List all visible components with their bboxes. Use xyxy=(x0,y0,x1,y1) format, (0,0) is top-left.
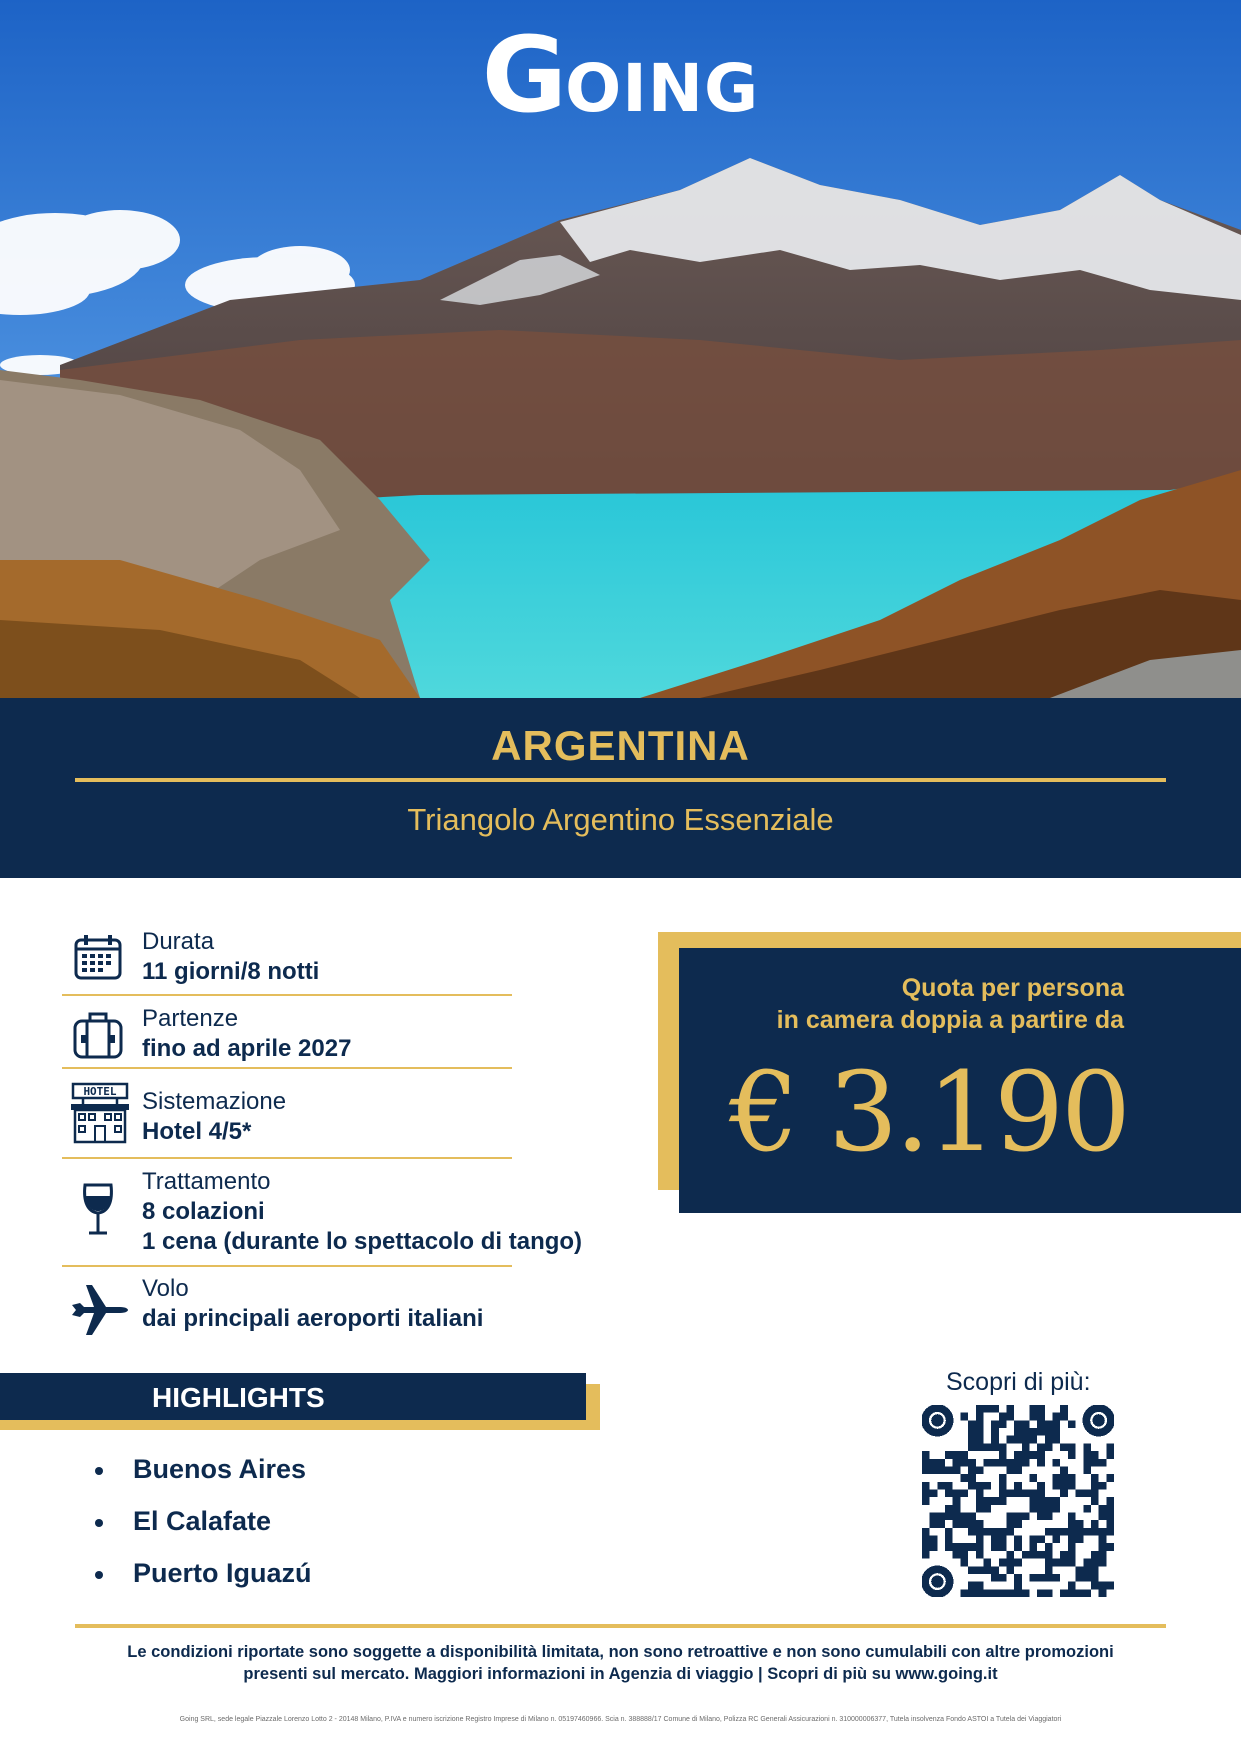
legal-text: Going SRL, sede legale Piazzale Lorenzo Lotto 2 - 20148 Milano, P.IVA e numero iscrizione Registro Imprese di Milano n. 05197460966. Scia n. 388888/17 Comune di Milano, Polizza RC Generali Assicurazioni n. 310000006377, Tutela insolvenza Fondo ASTOI a Tutela dei Viaggiatori xyxy=(179,1716,1062,1723)
hero-image xyxy=(0,0,1241,698)
price-box xyxy=(679,948,1241,1213)
detail-label: Durata xyxy=(142,928,215,955)
detail-label: Trattamento xyxy=(142,1168,271,1195)
list-item: Buenos Aires xyxy=(95,1454,312,1506)
highlights-header xyxy=(0,1373,586,1420)
price-caption-line1: Quota per persona xyxy=(901,974,1124,1002)
page-subtitle: Triangolo Argentino Essenziale xyxy=(407,802,834,837)
price-caption-line2: in camera doppia a partire da xyxy=(776,1006,1124,1034)
divider xyxy=(62,1067,512,1069)
divider xyxy=(62,994,512,996)
hotel-icon xyxy=(69,1082,131,1144)
airplane-icon xyxy=(70,1281,130,1337)
detail-value: dai principali aeroporti italiani xyxy=(142,1305,484,1332)
page-title: ARGENTINA xyxy=(491,722,750,769)
footer-note xyxy=(80,1641,1161,1685)
highlights-title: HIGHLIGHTS xyxy=(152,1382,325,1413)
wine-glass-icon xyxy=(80,1182,116,1238)
title-divider xyxy=(75,778,1166,782)
bullet-icon xyxy=(95,1519,103,1527)
bullet-icon xyxy=(95,1467,103,1475)
footer-divider xyxy=(75,1624,1166,1628)
detail-value: Hotel 4/5* xyxy=(142,1118,252,1145)
detail-value: 11 giorni/8 notti xyxy=(142,958,320,985)
bullet-icon xyxy=(95,1571,103,1579)
highlights-list xyxy=(95,1454,312,1610)
divider xyxy=(62,1265,512,1267)
footer-note-line: Le condizioni riportate sono soggette a disponibilità limitata, non sono retroattive e non sono cumulabili con altre promozioni xyxy=(127,1643,1114,1661)
divider xyxy=(62,1157,512,1159)
hotel-sign-text: HOTEL xyxy=(83,1085,117,1098)
price-amount: € 3.190 xyxy=(729,1048,1128,1176)
footer-note-line: presenti sul mercato. Maggiori informazioni in Agenzia di viaggio | Scopri di più su www.going.it xyxy=(243,1665,998,1683)
title-band xyxy=(0,698,1241,878)
list-item: El Calafate xyxy=(95,1506,312,1558)
detail-label: Volo xyxy=(142,1275,189,1302)
detail-label: Partenze xyxy=(142,1005,239,1032)
detail-value: fino ad aprile 2027 xyxy=(142,1035,352,1062)
qr-code[interactable] xyxy=(922,1405,1114,1597)
suitcase-icon xyxy=(72,1009,124,1061)
calendar-icon xyxy=(72,932,124,984)
detail-value-secondary: 1 cena (durante lo spettacolo di tango) xyxy=(142,1228,583,1255)
list-item: Puerto Iguazú xyxy=(95,1558,312,1610)
going-logo: GOING xyxy=(481,14,760,136)
detail-label: Sistemazione xyxy=(142,1088,287,1115)
qr-label: Scopri di più: xyxy=(946,1368,1091,1396)
detail-value: 8 colazioni xyxy=(142,1198,265,1225)
